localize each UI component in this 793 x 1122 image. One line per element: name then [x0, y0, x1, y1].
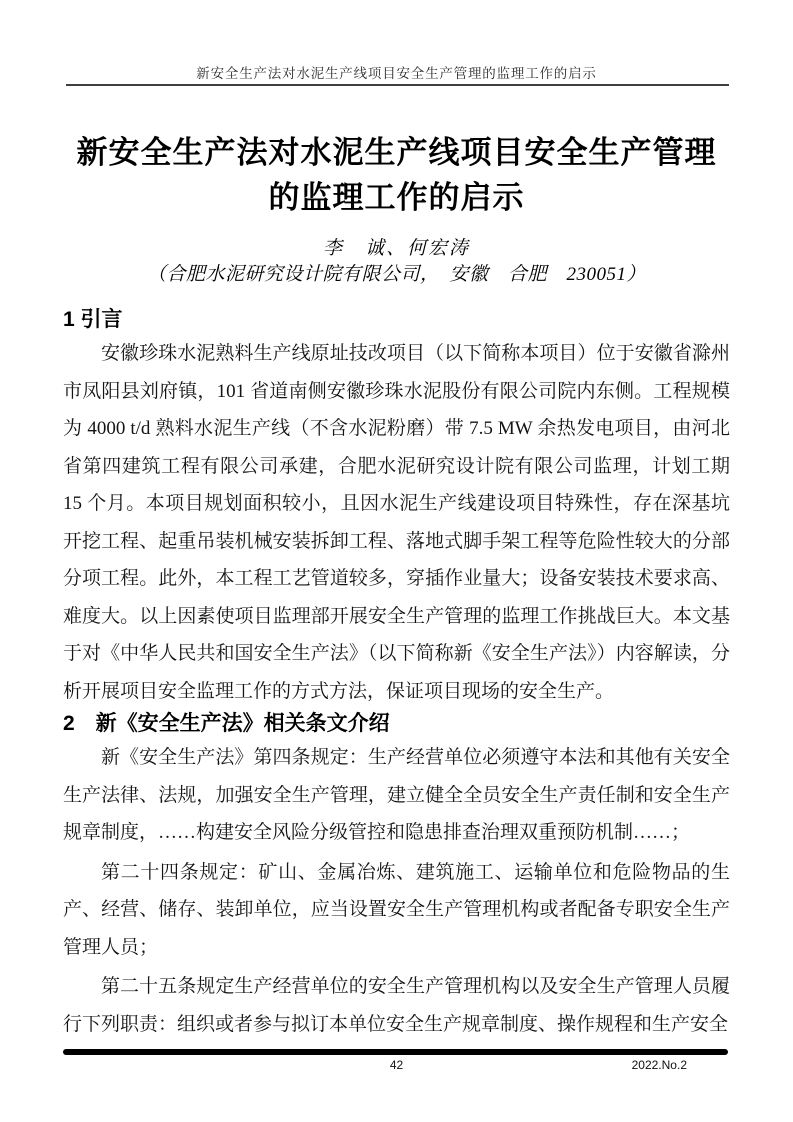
section-2-heading: 2 新《安全生产法》相关条文介绍 [63, 712, 390, 735]
article-title [63, 130, 730, 220]
section-2-paragraph-1: 新《安全生产法》第四条规定：生产经营单位必须遵守本法和其他有关安全生产法律、法规，加强安全生产管理，建立健全全员安全生产责任制和安全生产规章制度，……构建安全风险分级管控和隐患排查治理双重预防机制……； [63, 747, 730, 843]
article-title-line-1: 新安全生产法对水泥生产线项目安全生产管理 [76, 135, 717, 170]
section-1-heading: 1 引言 [63, 308, 123, 331]
section-2-paragraph-2: 第二十四条规定：矿山、金属冶炼、建筑施工、运输单位和危险物品的生产、经营、储存、装卸单位，应当设置安全生产管理机构或者配备专职安全生产管理人员； [63, 861, 730, 958]
footer-rule [63, 1049, 728, 1055]
page-number: 42 [389, 1058, 404, 1072]
running-header: 新安全生产法对水泥生产线项目安全生产管理的监理工作的启示 [196, 66, 597, 81]
article-body [63, 116, 730, 1043]
article-title-line-2: 的监理工作的启示 [268, 180, 525, 215]
section-2-paragraph-3: 第二十五条规定生产经营单位的安全生产管理机构以及安全生产管理人员履行下列职责：组织或者参与拟订本单位安全生产规章制度、操作规程和生产安全 [63, 976, 730, 1035]
section-1-paragraph-1: 安徽珍珠水泥熟料生产线原址技改项目（以下简称本项目）位于安徽省滁州市凤阳县刘府镇，101 省道南侧安徽珍珠水泥股份有限公司院内东侧。工程规模为 4000 t/d 熟料水泥生产线（不含水泥粉磨）带 7.5 MW 余热发电项目，由河北省第四建筑工程有限公司承建，合肥水泥研究设计院有限公司监理，计划工期 15 个月。本项目规划面积较小，且因水泥生产线建设项目特殊性，存在深基坑开挖工程、起重吊装机械安装拆卸工程、落地式脚手架工程等危险性较大的分部分项工程。此外，本工程工艺管道较多，穿插作业量大；设备安装技术要求高、难度大。以上因素使项目监理部开展安全生产管理的监理工作挑战巨大。本文基于对《中华人民共和国安全生产法》（以下简称新《安全生产法》）内容解读，分析开展项目安全监理工作的方式方法，保证项目现场的安全生产。 [63, 343, 730, 702]
issue-label: 2022.No.2 [631, 1058, 687, 1072]
affiliation-line: （合肥水泥研究设计院有限公司， 安徽 合肥 230051） [146, 264, 646, 285]
authors-line: 李 诚、何宏涛 [322, 238, 470, 259]
header-rule [66, 84, 729, 86]
